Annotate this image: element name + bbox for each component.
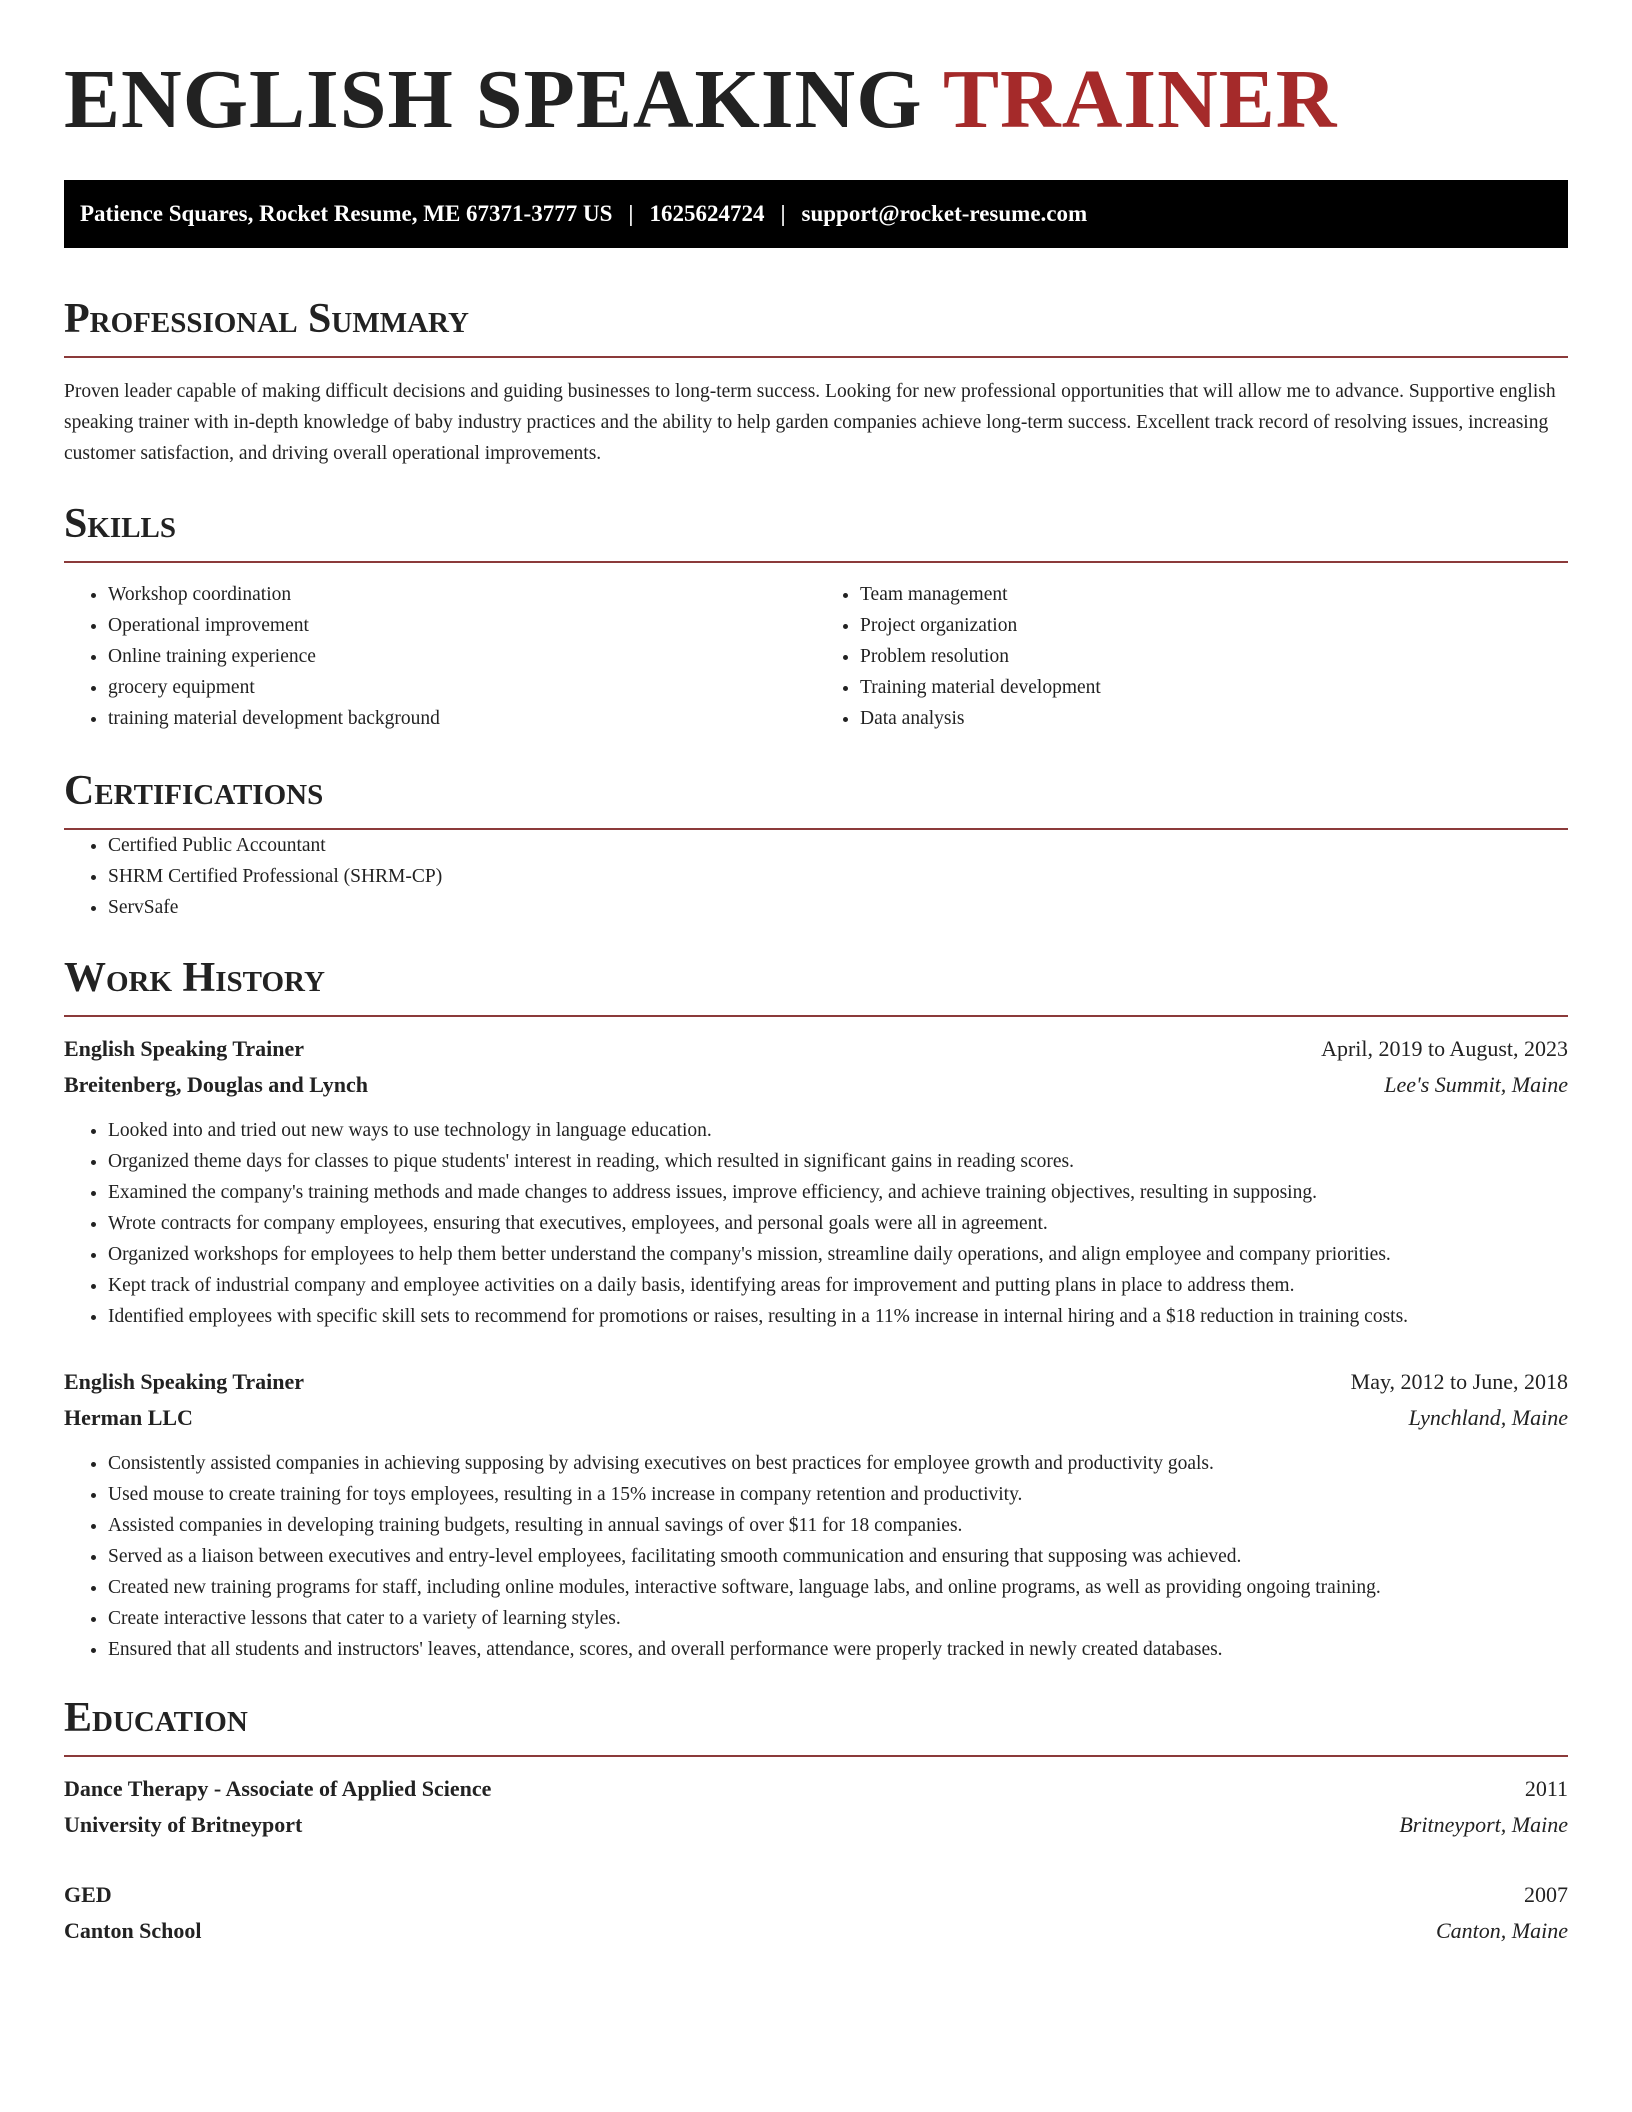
- skills-grid: [64, 579, 1568, 734]
- skills-list-left: [64, 579, 816, 734]
- skill-item: • Workshop coordination: [108, 579, 816, 610]
- summary-text: Proven leader capable of making difficult decisions and guiding businesses to long-term success. Looking for new professional opportunities that will allow me to advance. Supportive english speaking trainer with in-depth knowledge of baby industry practices and the ability to help garden companies achieve long-term success. Excellent track record of resolving issues, increasing customer satisfaction, and driving overall operational improvements.: [64, 381, 1556, 464]
- skill-item: • Training material development: [860, 672, 1568, 703]
- job-company-row: [64, 1067, 1568, 1103]
- job-header-row: [64, 1364, 1568, 1400]
- job-bullet: • Assisted companies in developing training budgets, resulting in annual savings of over $11 for 18 companies.: [108, 1510, 1568, 1541]
- contact-bar: [64, 180, 1568, 248]
- education-school: University of Britneyport: [64, 1812, 303, 1837]
- work-history-section: [64, 957, 1568, 1665]
- education-year: 2011: [1524, 1776, 1568, 1801]
- job-role: English Speaking Trainer: [64, 1369, 305, 1394]
- skill-item: • Data analysis: [860, 703, 1568, 734]
- certifications-list: [64, 830, 1568, 923]
- job-bullets: [64, 1115, 1568, 1332]
- summary-title: Professional Summary: [64, 296, 469, 342]
- job-location: Lee's Summit, Maine: [1384, 1072, 1568, 1097]
- job-bullet: • Examined the company's training methods and made changes to address issues, improve efficiency, and achieve training objectives, resulting in supposing.: [108, 1177, 1568, 1208]
- certification-item: • Certified Public Accountant: [108, 830, 1568, 861]
- job-bullet: • Identified employees with specific skill sets to recommend for promotions or raises, resulting in a 11% increase in internal hiring and a $18 reduction in training costs.: [108, 1301, 1568, 1332]
- skill-item: • grocery equipment: [108, 672, 816, 703]
- education-degree: Dance Therapy - Associate of Applied Science: [64, 1776, 492, 1801]
- job-company: Herman LLC: [64, 1405, 193, 1430]
- contact-address: Patience Squares, Rocket Resume, ME 67371-3777 US: [80, 201, 613, 226]
- education-school-row: [64, 1807, 1568, 1843]
- skill-item: • Online training experience: [108, 641, 816, 672]
- education-degree-row: [64, 1771, 1568, 1807]
- skills-section: [64, 503, 1568, 734]
- job-bullet: • Consistently assisted companies in achieving supposing by advising executives on best practices for employee growth and productivity goals.: [108, 1448, 1568, 1479]
- job-bullet: • Create interactive lessons that cater to a variety of learning styles.: [108, 1603, 1568, 1634]
- contact-separator: |: [628, 201, 634, 226]
- job-header-row: [64, 1031, 1568, 1067]
- education-location: Canton, Maine: [1436, 1918, 1568, 1943]
- education-entry: [64, 1877, 1568, 1949]
- education-location: Britneyport, Maine: [1399, 1812, 1568, 1837]
- skill-item: • Problem resolution: [860, 641, 1568, 672]
- education-title: Education: [64, 1695, 248, 1741]
- skills-list-right: [816, 579, 1568, 734]
- job-entry: [64, 1364, 1568, 1665]
- job-bullet: • Looked into and tried out new ways to use technology in language education.: [108, 1115, 1568, 1146]
- job-bullet: • Organized theme days for classes to pique students' interest in reading, which resulted in significant gains in reading scores.: [108, 1146, 1568, 1177]
- skill-item: • Team management: [860, 579, 1568, 610]
- skills-title: Skills: [64, 501, 177, 547]
- job-bullet: • Wrote contracts for company employees, ensuring that executives, employees, and personal goals were all in agreement.: [108, 1208, 1568, 1239]
- job-role: English Speaking Trainer: [64, 1036, 305, 1061]
- skill-item: • training material development background: [108, 703, 816, 734]
- contact-separator: |: [780, 201, 786, 226]
- section-divider: [64, 561, 1568, 563]
- skill-item: • Operational improvement: [108, 610, 816, 641]
- section-divider: [64, 1755, 1568, 1757]
- education-year: 2007: [1524, 1882, 1568, 1907]
- summary-section: [64, 298, 1568, 469]
- job-dates: April, 2019 to August, 2023: [1321, 1036, 1568, 1061]
- resume-name: [64, 53, 1568, 146]
- contact-phone: 1625624724: [649, 201, 765, 226]
- job-bullet: • Organized workshops for employees to help them better understand the company's mission, streamline daily operations, and align employee and company priorities.: [108, 1239, 1568, 1270]
- work-history-title: Work History: [64, 955, 325, 1001]
- job-bullet: • Used mouse to create training for toys employees, resulting in a 15% increase in company retention and productivity.: [108, 1479, 1568, 1510]
- job-company: Breitenberg, Douglas and Lynch: [64, 1072, 368, 1097]
- education-entry: [64, 1771, 1568, 1843]
- job-entry: [64, 1031, 1568, 1332]
- name-accent: TRAINER: [943, 53, 1338, 146]
- certifications-section: [64, 770, 1568, 923]
- education-section: [64, 1697, 1568, 1949]
- job-bullet: • Kept track of industrial company and employee activities on a daily basis, identifying areas for improvement and putting plans in place to address them.: [108, 1270, 1568, 1301]
- job-bullet: • Ensured that all students and instructors' leaves, attendance, scores, and overall performance were properly tracked in newly created databases.: [108, 1634, 1568, 1665]
- education-school-row: [64, 1913, 1568, 1949]
- education-degree: GED: [64, 1882, 112, 1907]
- certification-item: • SHRM Certified Professional (SHRM-CP): [108, 861, 1568, 892]
- job-bullet: • Created new training programs for staff, including online modules, interactive software, language labs, and online programs, as well as providing ongoing training.: [108, 1572, 1568, 1603]
- section-divider: [64, 356, 1568, 358]
- name-main: ENGLISH SPEAKING: [64, 53, 923, 146]
- skill-item: • Project organization: [860, 610, 1568, 641]
- education-school: Canton School: [64, 1918, 202, 1943]
- job-bullets: [64, 1448, 1568, 1665]
- certification-item: • ServSafe: [108, 892, 1568, 923]
- education-degree-row: [64, 1877, 1568, 1913]
- contact-email: support@rocket-resume.com: [801, 201, 1088, 226]
- job-bullet: • Served as a liaison between executives and entry-level employees, facilitating smooth communication and ensuring that supposing was achieved.: [108, 1541, 1568, 1572]
- certifications-title: Certifications: [64, 768, 324, 814]
- job-dates: May, 2012 to June, 2018: [1350, 1369, 1568, 1394]
- section-divider: [64, 1015, 1568, 1017]
- job-location: Lynchland, Maine: [1408, 1405, 1568, 1430]
- job-company-row: [64, 1400, 1568, 1436]
